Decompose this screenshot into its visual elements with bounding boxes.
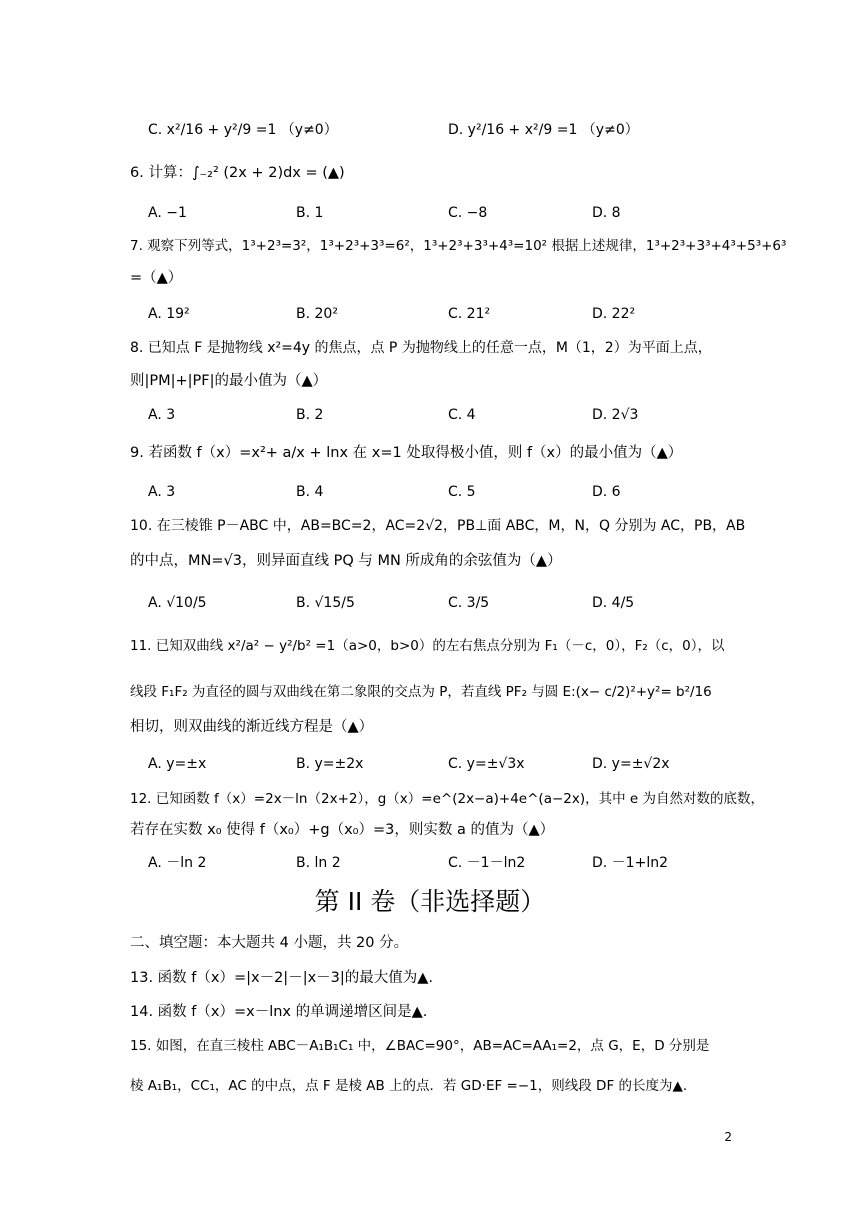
q5-option-d: D. y²/16 + x²/9 =1 （y≠0）	[448, 122, 639, 138]
q11-option-b: B. y=±2x	[296, 756, 364, 772]
q15-stem-line2: 棱 A₁B₁，CC₁，AC 的中点，点 F 是棱 AB 上的点．若 GD·EF =−1，则线段 DF 的长度为▲.	[130, 1078, 688, 1094]
page-number: 2	[724, 1130, 732, 1144]
q7-option-d: D. 22²	[592, 306, 636, 322]
q8-option-c: C. 4	[448, 407, 476, 423]
q13-stem: 13. 函数 f（x）=|x－2|－|x－3|的最大值为▲.	[130, 970, 434, 986]
q7-option-b: B. 20²	[296, 306, 338, 322]
q11-option-c: C. y=±√3x	[448, 756, 525, 772]
q10-option-b: B. √15/5	[296, 595, 355, 611]
q12-option-a: A. －ln 2	[148, 855, 207, 871]
q15-stem-line1: 15. 如图，在直三棱柱 ABC－A₁B₁C₁ 中，∠BAC=90°，AB=AC=AA₁=2，点 G，E，D 分别是	[130, 1038, 710, 1054]
q12-stem-line1: 12. 已知函数 f（x）=2x－ln（2x+2），g（x）=e^(2x−a)+4e^(a−2x)，其中 e 为自然对数的底数，	[130, 791, 765, 807]
q14-stem: 14. 函数 f（x）=x－lnx 的单调递增区间是▲.	[130, 1004, 428, 1020]
q9-stem: 9. 若函数 f（x）=x²+ a/x + lnx 在 x=1 处取得极小值，则 f（x）的最小值为（▲）	[130, 445, 683, 461]
section-title: 第 II 卷（非选择题）	[314, 887, 546, 916]
q8-option-b: B. 2	[296, 407, 324, 423]
q11-option-d: D. y=±√2x	[592, 756, 670, 772]
q11-stem-line2: 线段 F₁F₂ 为直径的圆与双曲线在第二象限的交点为 P，若直线 PF₂ 与圆 E:(x− c/2)²+y²= b²/16	[130, 684, 712, 700]
q6-option-b: B. 1	[296, 205, 324, 221]
q12-option-c: C. －1－ln2	[448, 855, 526, 871]
q11-option-a: A. y=±x	[148, 756, 207, 772]
q9-option-a: A. 3	[148, 484, 176, 500]
q7-option-a: A. 19²	[148, 306, 190, 322]
q10-option-d: D. 4/5	[592, 595, 635, 611]
q6-stem: 6. 计算：∫₋₂² (2x + 2)dx = (▲)	[130, 165, 345, 181]
q8-stem-line1: 8. 已知点 F 是抛物线 x²=4y 的焦点，点 P 为抛物线上的任意一点，M（1，2）为平面上点，	[130, 340, 712, 356]
q10-option-a: A. √10/5	[148, 595, 207, 611]
q10-option-c: C. 3/5	[448, 595, 490, 611]
q7-option-c: C. 21²	[448, 306, 491, 322]
q11-stem-line3: 相切，则双曲线的渐近线方程是（▲）	[130, 719, 374, 735]
q8-stem-line2: 则|PM|+|PF|的最小值为（▲）	[130, 373, 328, 389]
q12-stem-line2: 若存在实数 x₀ 使得 f（x₀）+g（x₀）=3，则实数 a 的值为（▲）	[130, 822, 555, 838]
q7-stem-line1: 7. 观察下列等式，1³+2³=3²，1³+2³+3³=6²，1³+2³+3³+4³=10² 根据上述规律，1³+2³+3³+4³+5³+6³	[130, 238, 787, 254]
q12-option-d: D. －1+ln2	[592, 855, 668, 871]
q9-option-d: D. 6	[592, 484, 621, 500]
q9-option-c: C. 5	[448, 484, 476, 500]
q9-option-b: B. 4	[296, 484, 324, 500]
q5-option-c: C. x²/16 + y²/9 =1 （y≠0）	[148, 122, 338, 138]
q8-option-d: D. 2√3	[592, 407, 639, 423]
q6-option-c: C. −8	[448, 205, 488, 221]
q6-option-d: D. 8	[592, 205, 621, 221]
part2-instructions: 二、填空题：本大题共 4 小题，共 20 分。	[130, 935, 409, 951]
q7-stem-line2: =（▲）	[130, 270, 183, 286]
q10-stem-line2: 的中点，MN=√3，则异面直线 PQ 与 MN 所成角的余弦值为（▲）	[130, 553, 562, 569]
q12-option-b: B. ln 2	[296, 855, 341, 871]
q6-option-a: A. −1	[148, 205, 187, 221]
q11-stem-line1: 11. 已知双曲线 x²/a² − y²/b² =1（a>0，b>0）的左右焦点分别为 F₁（－c，0），F₂（c，0），以	[130, 638, 725, 654]
q10-stem-line1: 10. 在三棱锥 P－ABC 中，AB=BC=2，AC=2√2，PB⊥面 ABC，M，N，Q 分别为 AC，PB，AB	[130, 518, 746, 534]
q8-option-a: A. 3	[148, 407, 176, 423]
